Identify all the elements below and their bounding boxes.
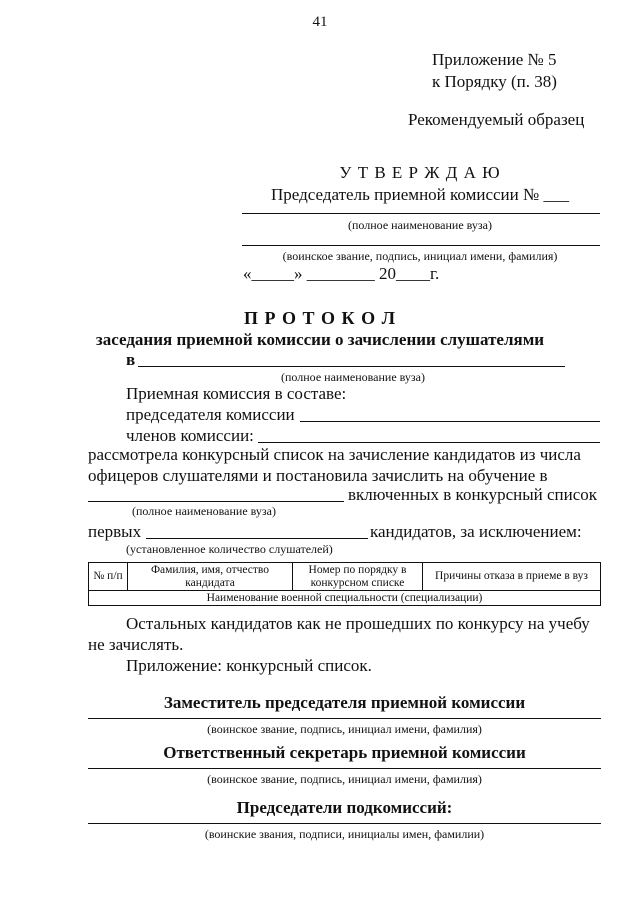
body-line2: председателя комиссии — [126, 405, 295, 424]
approve-heading: У Т В Е Р Ж Д А Ю — [339, 163, 501, 182]
chair-line — [300, 421, 600, 422]
page-number: 41 — [312, 14, 328, 30]
after-line3: Приложение: конкурсный список. — [126, 656, 372, 675]
approve-univ-line — [242, 213, 600, 214]
signature-subcommittees-title: Председатели подкомиссий: — [236, 798, 453, 817]
approve-date: «_____» ________ 20____г. — [243, 264, 440, 283]
signature-deputy-title: Заместитель председателя приемной комиссии — [163, 693, 526, 712]
signature-subcommittees-caption: (воинские звания, подписи, инициалы имен, фамилии) — [204, 827, 485, 841]
body-line4: рассмотрела конкурсный список на зачисление кандидатов из числа — [88, 445, 581, 464]
body-line6: включенных в конкурсный список — [348, 485, 598, 504]
approve-chair: Председатель приемной комиссии № ___ — [271, 185, 569, 204]
body-except: кандидатов, за исключением: — [370, 522, 582, 541]
body-line1: Приемная комиссия в составе: — [126, 384, 347, 403]
approve-sign-caption: (воинское звание, подпись, инициал имени, фамилия) — [282, 249, 558, 263]
sample-label: Рекомендуемый образец — [408, 110, 585, 129]
col-reasons: Причины отказа в приеме в вуз — [423, 563, 601, 591]
protocol-univ-caption: (полное наименование вуза) — [281, 370, 425, 384]
exceptions-table — [88, 562, 601, 606]
signature-secretary-title: Ответственный секретарь приемной комиссии — [163, 743, 526, 762]
appendix-line1: Приложение № 5 — [432, 50, 557, 69]
approve-univ-caption: (полное наименование вуза) — [348, 218, 492, 232]
members-line — [258, 442, 600, 443]
signature-deputy-line — [88, 718, 601, 719]
col-number: № п/п — [89, 563, 128, 591]
protocol-v: в — [126, 350, 136, 369]
after-line2: не зачислять. — [88, 635, 184, 654]
univ-fill-line — [88, 501, 344, 502]
appendix-line2: к Порядку (п. 38) — [432, 72, 557, 91]
signature-secretary-line — [88, 768, 601, 769]
specialty-row: Наименование военной специальности (специализации) — [89, 591, 601, 606]
body-univ-caption: (полное наименование вуза) — [132, 504, 276, 518]
body-count-caption: (установленное количество слушателей) — [126, 542, 333, 556]
signature-deputy-caption: (воинское звание, подпись, инициал имени, фамилия) — [207, 722, 482, 736]
body-line5: офицеров слушателями и постановила зачислить на обучение в — [88, 466, 548, 485]
after-line1: Остальных кандидатов как не прошедших по конкурсу на учебу — [126, 614, 590, 633]
protocol-title: П Р О Т О К О Л — [244, 308, 396, 328]
signature-subcommittees-line — [88, 823, 601, 824]
signature-secretary-caption: (воинское звание, подпись, инициал имени, фамилия) — [207, 772, 482, 786]
body-line3: членов комиссии: — [126, 426, 254, 445]
approve-sign-line — [242, 245, 600, 246]
protocol-univ-line — [138, 366, 565, 367]
protocol-subtitle: заседания приемной комиссии о зачислении слушателями — [95, 330, 545, 349]
col-order: Номер по порядку в конкурсном списке — [293, 563, 423, 591]
col-fullname: Фамилия, имя, отчество кандидата — [128, 563, 293, 591]
count-line — [146, 538, 368, 539]
body-first: первых — [88, 522, 142, 541]
